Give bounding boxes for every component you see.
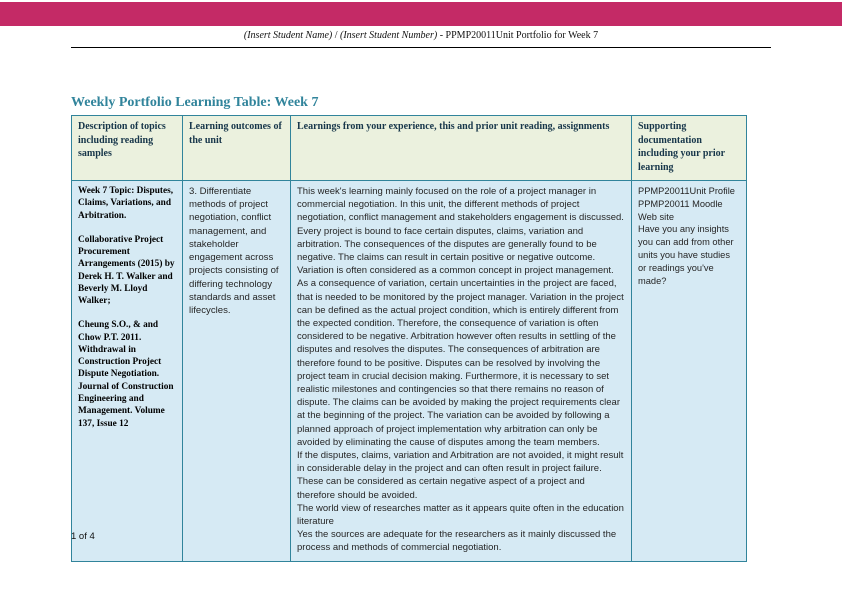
cell-supporting [632, 181, 747, 562]
learnings-paragraph-2: If the disputes, claims, variation and Arbitration are not avoided, it might result in considerable delay in the project and can often result in project failure. These can be considered as certain negative aspect of a project and therefore should be avoided. [297, 450, 624, 501]
supporting-item-1: PPMP20011Unit Profile [638, 186, 735, 196]
student-number-placeholder: (Insert Student Number) [340, 30, 438, 41]
description-topic: Week 7 Topic: Disputes, Claims, Variations, and Arbitration. [78, 186, 174, 221]
page-title: Weekly Portfolio Learning Table: Week 7 [71, 95, 319, 110]
description-reading-2: Cheung S.O., & and Chow P.T. 2011. Withdrawal in Construction Project Dispute Negotiation. Journal of Construction Engineering and Management. Volume 137, Issue 12 [78, 320, 174, 429]
learnings-paragraph-3: The world view of researches matter as it appears quite often in the education literature [297, 502, 624, 528]
page-number: 1 of 4 [71, 531, 95, 542]
cell-learnings [291, 181, 632, 562]
supporting-item-3: Have you any insights you can add from other units you have studies or readings you've made? [638, 224, 734, 286]
learnings-paragraph-4: Yes the sources are adequate for the researchers as it mainly discussed the process and methods of commercial negotiation. [297, 529, 617, 554]
header-separator: / [332, 30, 340, 41]
page-header [71, 30, 771, 48]
learnings-paragraph-1: This week's learning mainly focused on the role of a project manager in commercial negotiation. In this unit, the different methods of project negotiation, conflict management and stakeholders engagement is discussed. Every project is bound to face certain disputes, claims, variation and arbitration. The consequences of the disputes are generally found to be negative. The claims can result in certain positive or negative outcome. Variation is often considered as a common concept in project management. As a consequence of variation, certain uncertainties in the project are faced, that is needed to be monitored by the project manager. Variation in the project can be defined as the actual project condition, which is entirely different from the expected condition. Therefore, the consequence of variation is often considered to be negative. Arbitration however often results in settling of the disputes and resolves the disputes. The consequences of arbitration are therefore found to be positive. Disputes can be resolved by involving the project team in crucial decision making. Furthermore, it is necessary to set realistic milestones and contingencies so that there remains no reason of dispute. The claims can be avoided by making the project requirements clear at the beginning of the project. The variation can be avoided by following a planned approach of project implementation why arbitration can only be avoided by eliminating the cause of disputes among the team members. [297, 186, 624, 448]
description-reading-1: Collaborative Project Procurement Arrangements (2015) by Derek H. T. Walker and Beverly M. Lloyd Walker; [78, 234, 175, 307]
column-header-description: Description of topics including reading samples [72, 116, 183, 181]
student-name-placeholder: (Insert Student Name) [243, 30, 333, 41]
outcome-text: 3. Differentiate methods of project negotiation, conflict management, and stakeholder engagement across projects consisting of differing technology standards and asset lifecycles. [189, 186, 279, 317]
cell-outcomes [183, 181, 291, 562]
header-suffix: - PPMP20011Unit Portfolio for Week 7 [437, 30, 599, 41]
column-header-learnings: Learnings from your experience, this and prior unit reading, assignments [291, 116, 632, 181]
table-header-row [72, 116, 747, 181]
column-header-supporting: Supporting documentation including your prior learning [632, 116, 747, 181]
weekly-portfolio-table [71, 115, 747, 562]
brand-banner [0, 2, 842, 26]
supporting-item-2: PPMP20011 Moodle Web site [638, 198, 723, 222]
table-row [72, 181, 747, 562]
cell-description [72, 181, 183, 562]
column-header-outcomes: Learning outcomes of the unit [183, 116, 291, 181]
